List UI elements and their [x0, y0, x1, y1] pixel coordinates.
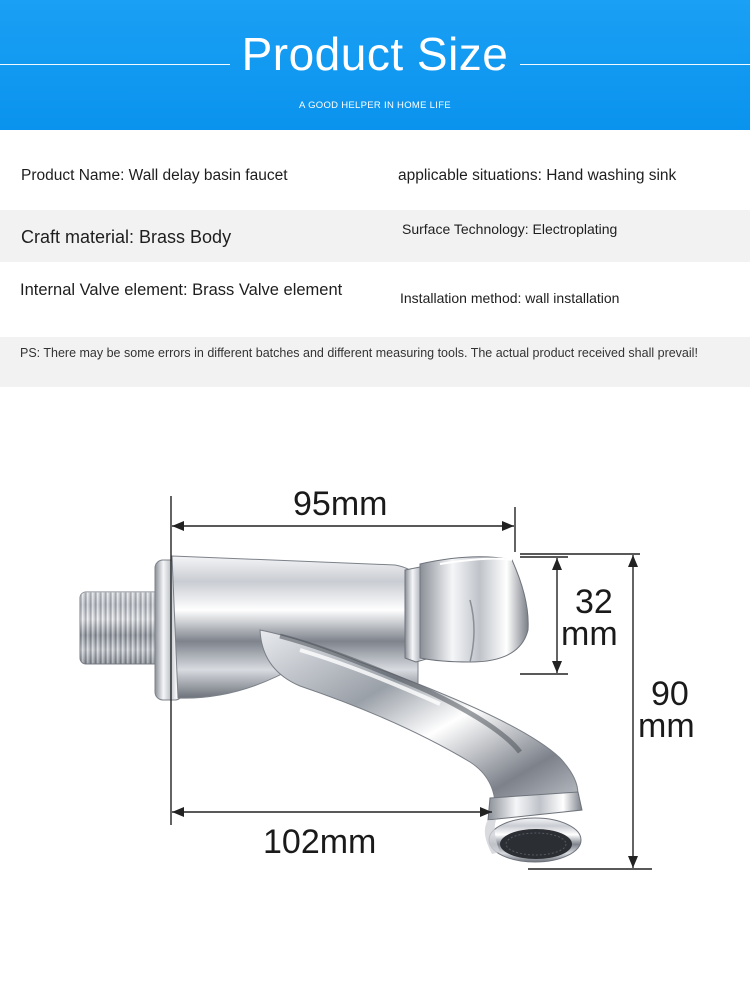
dimension-bottom-length: 102mm	[263, 823, 377, 861]
spec-product-name: Product Name: Wall delay basin faucet	[21, 167, 288, 184]
dimension-button-height-unit: mm	[561, 615, 618, 653]
spec-row-2	[0, 210, 750, 262]
spec-internal-valve: Internal Valve element: Brass Valve element	[20, 281, 343, 299]
dimension-total-height-value: 90	[651, 675, 689, 713]
spec-applicable-situations: applicable situations: Hand washing sink	[398, 167, 677, 184]
push-button-cap	[405, 557, 528, 662]
disclaimer-note: PS: There may be some errors in different batches and different measuring tools. The actual product received shall prevail!	[20, 346, 698, 360]
product-dimension-diagram	[0, 400, 750, 996]
spec-installation-method: Installation method: wall installation	[400, 290, 620, 306]
spec-row-3	[0, 262, 750, 337]
header-banner	[0, 0, 750, 130]
page-title: Product Size	[241, 28, 509, 80]
dimension-total-height-unit: mm	[638, 707, 695, 745]
dimension-top-length: 95mm	[293, 485, 388, 523]
spec-surface-technology: Surface Technology: Electroplating	[402, 221, 618, 237]
dimension-button-height-value: 32	[575, 583, 613, 621]
aerator	[485, 792, 582, 862]
note-row	[0, 337, 750, 387]
page-subtitle: A GOOD HELPER IN HOME LIFE	[299, 100, 451, 111]
spec-row-1	[0, 130, 750, 210]
spec-craft-material: Craft material: Brass Body	[21, 227, 232, 247]
